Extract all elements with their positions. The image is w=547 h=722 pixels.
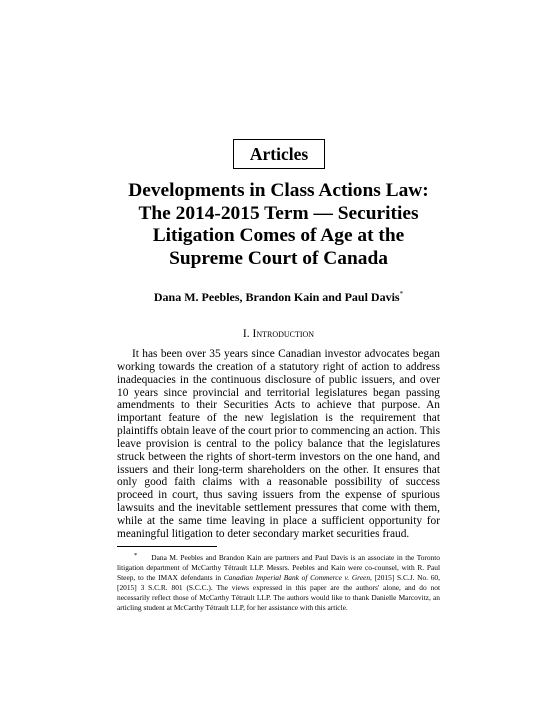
title-line: Supreme Court of Canada bbox=[169, 247, 388, 269]
article-title bbox=[100, 180, 457, 270]
author-line bbox=[100, 287, 457, 304]
section-label-box bbox=[233, 139, 325, 169]
footnote-text-part: Dana M. Peebles and Brandon Kain are partners and Paul Davis is an associate in the Toronto litigation department of McCarthy Tétrault LLP. Messrs. Peebles and Kain were co-counsel, with R. Paul Steep, to the IMAX defendants in bbox=[117, 553, 440, 582]
footnote-case-name: Canadian Imperial Bank of Commerce v. Green bbox=[223, 573, 371, 582]
title-line: Developments in Class Actions Law: bbox=[128, 180, 429, 201]
title-line: Litigation Comes of Age at the bbox=[152, 225, 405, 246]
section-label: Articles bbox=[249, 143, 309, 164]
title-line: The 2014-2015 Term — Securities bbox=[138, 202, 419, 224]
body-paragraph: It has been over 35 years since Canadian investor advocates began working towards the creation of a statutory right of action to address inadequacies in the continuous disclosure of public issuers, and over 10 years since provincial and territorial legislatures began passing amendments to their Securities Acts to achieve that purpose. An important feature of the new legislation is the requirement that plaintiffs obtain leave of the court prior to commencing an action. This leave provision is central to the policy balance that the legislatures struck between the rights of short-term investors on the one hand, and issuers and their long-term shareholders on the other. It ensures that only good faith claims with a reasonable possibility of success proceed in court, thus saving issuers from the expense of spurious lawsuits and the inevitable settlement pressures that come with them, while at the same time leaving in place a sufficient opportunity for meaningful litigation to deter secondary market securities fraud. bbox=[117, 348, 440, 540]
footnote-separator bbox=[117, 546, 217, 547]
footnote-text-part: , [2015] S.C.J. No. 60, [2015] 3 S.C.R. 801 (S.C.C.). The views expressed in this paper are the authors' alone, and do not necessarily reflect those of McCarthy Tétrault LLP. The authors would like to thank Danielle Marcovitz, an articling student at McCarthy Tétrault LLP, for her assistance with this article. bbox=[117, 573, 440, 612]
authors: Dana M. Peebles, Brandon Kain and Paul Davis bbox=[153, 290, 400, 304]
author-footnote-marker: * bbox=[399, 290, 404, 298]
section-heading: I. Introduction bbox=[242, 328, 315, 340]
footnote bbox=[117, 551, 440, 613]
footnote-marker: * bbox=[134, 552, 138, 559]
